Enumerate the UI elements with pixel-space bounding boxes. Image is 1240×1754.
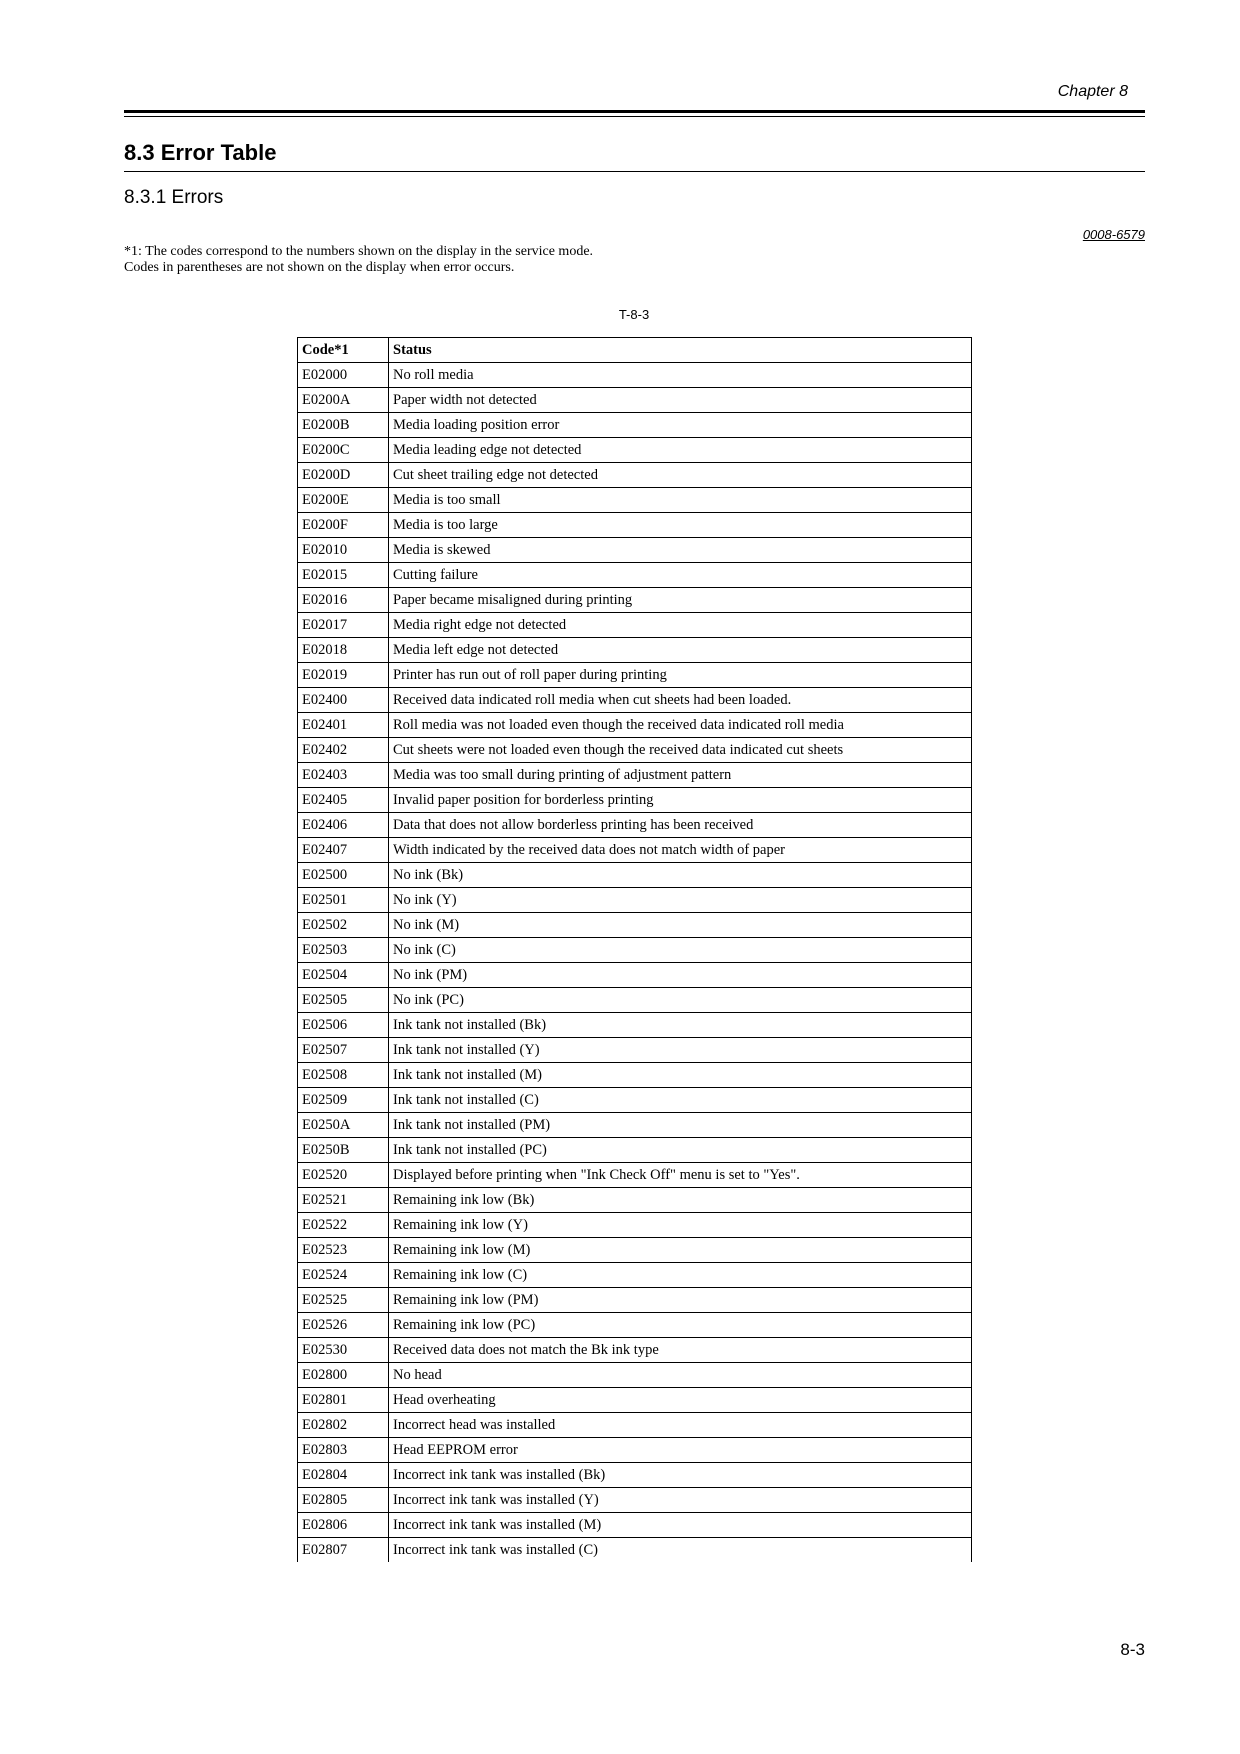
table-row — [298, 1388, 972, 1413]
table-row — [298, 538, 972, 563]
error-status-cell: No ink (PC) — [389, 988, 972, 1013]
error-status-cell: Ink tank not installed (M) — [389, 1063, 972, 1088]
error-code-cell: E02508 — [298, 1063, 389, 1088]
table-row — [298, 1538, 972, 1563]
table-row — [298, 763, 972, 788]
table-row — [298, 963, 972, 988]
error-status-cell: Incorrect ink tank was installed (Y) — [389, 1488, 972, 1513]
error-code-cell: E02501 — [298, 888, 389, 913]
table-row — [298, 788, 972, 813]
table-row — [298, 363, 972, 388]
error-code-cell: E02802 — [298, 1413, 389, 1438]
table-body — [298, 363, 972, 1563]
table-row — [298, 913, 972, 938]
error-code-cell: E02406 — [298, 813, 389, 838]
error-status-cell: Cutting failure — [389, 563, 972, 588]
error-code-cell: E02526 — [298, 1313, 389, 1338]
error-code-cell: E0200E — [298, 488, 389, 513]
error-code-cell: E02507 — [298, 1038, 389, 1063]
table-row — [298, 863, 972, 888]
error-code-cell: E02807 — [298, 1538, 389, 1563]
error-status-cell: No roll media — [389, 363, 972, 388]
footnote-text — [124, 244, 593, 276]
error-code-cell: E02402 — [298, 738, 389, 763]
error-code-cell: E02805 — [298, 1488, 389, 1513]
document-id: 0008-6579 — [1082, 227, 1145, 242]
table-row — [298, 1413, 972, 1438]
error-status-cell: Remaining ink low (Bk) — [389, 1188, 972, 1213]
table-row — [298, 438, 972, 463]
error-code-cell: E02505 — [298, 988, 389, 1013]
table-row — [298, 988, 972, 1013]
error-status-cell: Displayed before printing when "Ink Check Off" menu is set to "Yes". — [389, 1163, 972, 1188]
error-code-cell: E0200A — [298, 388, 389, 413]
error-status-cell: Ink tank not installed (PC) — [389, 1138, 972, 1163]
table-row — [298, 588, 972, 613]
error-code-cell: E02405 — [298, 788, 389, 813]
error-status-cell: Roll media was not loaded even though the received data indicated roll media — [389, 713, 972, 738]
error-status-cell: Remaining ink low (C) — [389, 1263, 972, 1288]
error-status-cell: No ink (Bk) — [389, 863, 972, 888]
error-status-cell: Media was too small during printing of adjustment pattern — [389, 763, 972, 788]
subsection-title: 8.3.1 Errors — [124, 187, 224, 208]
error-status-cell: No ink (M) — [389, 913, 972, 938]
header-rule-thin — [124, 116, 1145, 117]
table-row — [298, 1438, 972, 1463]
table-row — [298, 1088, 972, 1113]
error-code-cell: E02015 — [298, 563, 389, 588]
error-code-cell: E02803 — [298, 1438, 389, 1463]
table-row — [298, 463, 972, 488]
table-header-row — [298, 338, 972, 363]
table-row — [298, 813, 972, 838]
table-row — [298, 1113, 972, 1138]
error-status-cell: Media left edge not detected — [389, 638, 972, 663]
error-status-cell: Received data indicated roll media when cut sheets had been loaded. — [389, 688, 972, 713]
error-code-cell: E0200F — [298, 513, 389, 538]
table-row — [298, 663, 972, 688]
error-code-cell: E0200C — [298, 438, 389, 463]
error-status-cell: Head overheating — [389, 1388, 972, 1413]
error-code-cell: E02403 — [298, 763, 389, 788]
error-status-cell: Incorrect ink tank was installed (Bk) — [389, 1463, 972, 1488]
error-status-cell: Remaining ink low (M) — [389, 1238, 972, 1263]
error-code-cell: E02017 — [298, 613, 389, 638]
note-line-2: Codes in parentheses are not shown on the display when error occurs. — [124, 260, 515, 275]
table-row — [298, 888, 972, 913]
table-row — [298, 1513, 972, 1538]
table-row — [298, 613, 972, 638]
error-code-cell: E02019 — [298, 663, 389, 688]
table-row — [298, 1288, 972, 1313]
error-status-cell: Ink tank not installed (Bk) — [389, 1013, 972, 1038]
error-code-cell: E02525 — [298, 1288, 389, 1313]
table-row — [298, 738, 972, 763]
error-code-cell: E0200B — [298, 413, 389, 438]
error-code-cell: E02502 — [298, 913, 389, 938]
error-status-cell: Media right edge not detected — [389, 613, 972, 638]
error-status-cell: Data that does not allow borderless printing has been received — [389, 813, 972, 838]
error-code-cell: E0250A — [298, 1113, 389, 1138]
error-code-cell: E02506 — [298, 1013, 389, 1038]
error-code-cell: E02530 — [298, 1338, 389, 1363]
error-status-cell: Ink tank not installed (C) — [389, 1088, 972, 1113]
table-row — [298, 388, 972, 413]
table-row — [298, 563, 972, 588]
error-code-cell: E02522 — [298, 1213, 389, 1238]
error-status-cell: No head — [389, 1363, 972, 1388]
error-status-cell: No ink (PM) — [389, 963, 972, 988]
error-status-cell: Incorrect ink tank was installed (M) — [389, 1513, 972, 1538]
error-status-cell: Remaining ink low (Y) — [389, 1213, 972, 1238]
table-row — [298, 1213, 972, 1238]
error-status-cell: No ink (Y) — [389, 888, 972, 913]
section-title: 8.3 Error Table — [124, 140, 277, 165]
error-status-cell: Media leading edge not detected — [389, 438, 972, 463]
error-status-cell: Paper became misaligned during printing — [389, 588, 972, 613]
table-row — [298, 1313, 972, 1338]
table-row — [298, 1463, 972, 1488]
table-row — [298, 638, 972, 663]
error-code-cell: E02018 — [298, 638, 389, 663]
error-status-cell: Ink tank not installed (PM) — [389, 1113, 972, 1138]
error-code-cell: E02804 — [298, 1463, 389, 1488]
table-row — [298, 488, 972, 513]
header-code: Code*1 — [298, 338, 389, 363]
table-row — [298, 713, 972, 738]
table-row — [298, 1188, 972, 1213]
error-status-cell: Paper width not detected — [389, 388, 972, 413]
table-row — [298, 1263, 972, 1288]
header-rule — [124, 110, 1145, 113]
error-status-cell: Invalid paper position for borderless printing — [389, 788, 972, 813]
table-row — [298, 1338, 972, 1363]
error-code-cell: E02523 — [298, 1238, 389, 1263]
table-row — [298, 1138, 972, 1163]
section-rule — [124, 171, 1145, 172]
error-table — [297, 337, 972, 1562]
error-status-cell: Printer has run out of roll paper during printing — [389, 663, 972, 688]
error-code-cell: E02400 — [298, 688, 389, 713]
header-status: Status — [389, 338, 972, 363]
error-status-cell: Width indicated by the received data does not match width of paper — [389, 838, 972, 863]
error-status-cell: Received data does not match the Bk ink type — [389, 1338, 972, 1363]
table-row — [298, 838, 972, 863]
table-row — [298, 1038, 972, 1063]
error-code-cell: E02520 — [298, 1163, 389, 1188]
error-status-cell: Ink tank not installed (Y) — [389, 1038, 972, 1063]
error-code-cell: E02806 — [298, 1513, 389, 1538]
error-code-cell: E02801 — [298, 1388, 389, 1413]
error-code-cell: E02000 — [298, 363, 389, 388]
note-line-1: *1: The codes correspond to the numbers shown on the display in the service mode. — [124, 244, 594, 259]
error-code-cell: E02521 — [298, 1188, 389, 1213]
error-status-cell: Media is too small — [389, 488, 972, 513]
error-status-cell: Incorrect ink tank was installed (C) — [389, 1538, 972, 1563]
error-status-cell: Incorrect head was installed — [389, 1413, 972, 1438]
table-row — [298, 938, 972, 963]
table-row — [298, 1238, 972, 1263]
error-status-cell: No ink (C) — [389, 938, 972, 963]
error-code-cell: E02503 — [298, 938, 389, 963]
error-status-cell: Cut sheets were not loaded even though the received data indicated cut sheets — [389, 738, 972, 763]
error-status-cell: Remaining ink low (PC) — [389, 1313, 972, 1338]
error-code-cell: E02401 — [298, 713, 389, 738]
table-row — [298, 413, 972, 438]
error-code-cell: E02016 — [298, 588, 389, 613]
error-code-cell: E02509 — [298, 1088, 389, 1113]
chapter-label: Chapter 8 — [1057, 83, 1128, 100]
error-status-cell: Remaining ink low (PM) — [389, 1288, 972, 1313]
error-status-cell: Media loading position error — [389, 413, 972, 438]
error-code-cell: E02010 — [298, 538, 389, 563]
table-row — [298, 513, 972, 538]
table-row — [298, 1063, 972, 1088]
error-code-cell: E0250B — [298, 1138, 389, 1163]
table-row — [298, 688, 972, 713]
error-code-cell: E02504 — [298, 963, 389, 988]
error-status-cell: Media is too large — [389, 513, 972, 538]
table-caption: T-8-3 — [618, 307, 650, 322]
table-row — [298, 1363, 972, 1388]
table-row — [298, 1488, 972, 1513]
page-number: 8-3 — [1120, 1640, 1145, 1659]
error-code-cell: E0200D — [298, 463, 389, 488]
error-code-cell: E02500 — [298, 863, 389, 888]
error-status-cell: Media is skewed — [389, 538, 972, 563]
table-row — [298, 1013, 972, 1038]
error-status-cell: Head EEPROM error — [389, 1438, 972, 1463]
error-code-cell: E02407 — [298, 838, 389, 863]
table-row — [298, 1163, 972, 1188]
error-status-cell: Cut sheet trailing edge not detected — [389, 463, 972, 488]
error-code-cell: E02800 — [298, 1363, 389, 1388]
error-code-cell: E02524 — [298, 1263, 389, 1288]
